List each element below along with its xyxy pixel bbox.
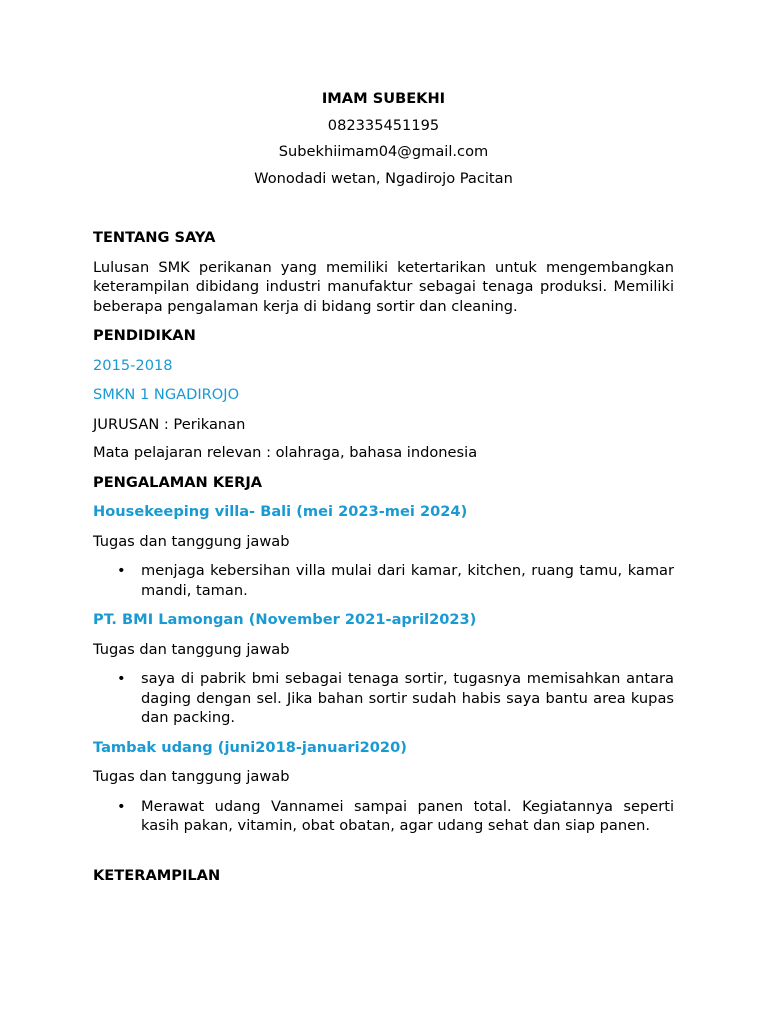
phone-number: 082335451195 — [327, 116, 440, 134]
job-duties-list — [93, 561, 674, 600]
email-address: Subekhiimam04@gmail.com — [278, 143, 489, 160]
job-duty-item — [93, 797, 674, 836]
job-duty-text: saya di pabrik bmi sebagai tenaga sortir, tugasnya memisahkan antara daging dengan sel. Jika bahan sortir sudah habis saya bantu area kupas dan packing. — [141, 670, 674, 726]
job-duties-list — [93, 669, 674, 728]
candidate-name: IMAM SUBEKHI — [321, 90, 446, 107]
education-subjects: Mata pelajaran relevan : olahraga, bahasa indonesia — [93, 444, 478, 461]
about-paragraph: Lulusan SMK perikanan yang memiliki ketertarikan untuk mengembangkan keterampilan dibidang industri manufaktur sebagai tenaga produksi. Memiliki beberapa pengalaman kerja di bidang sortir dan cleaning. — [93, 258, 674, 315]
job-duties-list — [93, 797, 674, 836]
job-duties-label: Tugas dan tanggung jawab — [93, 532, 290, 550]
job-heading: Tambak udang (juni2018-januari2020) — [93, 738, 407, 756]
education-school: SMKN 1 NGADIROJO — [93, 386, 240, 403]
job-duty-text: menjaga kebersihan villa mulai dari kamar, kitchen, ruang tamu, kamar mandi, taman. — [141, 562, 674, 599]
job-duty-item — [93, 669, 674, 728]
resume-header — [93, 86, 674, 192]
bullet-icon: • — [117, 670, 126, 687]
bullet-icon: • — [117, 562, 126, 579]
education-major: JURUSAN : Perikanan — [93, 415, 246, 433]
job-duty-text: Merawat udang Vannamei sampai panen total. Kegiatannya seperti kasih pakan, vitamin, obat obatan, agar udang sehat dan siap panen. — [141, 797, 674, 834]
experience-section-title: PENGALAMAN KERJA — [93, 473, 263, 491]
job-heading: Housekeeping villa- Bali (mei 2023-mei 2024) — [93, 503, 468, 520]
job-duties-label: Tugas dan tanggung jawab — [93, 640, 290, 658]
home-address: Wonodadi wetan, Ngadirojo Pacitan — [254, 169, 513, 187]
bullet-icon: • — [117, 797, 126, 815]
job-duties-label: Tugas dan tanggung jawab — [93, 768, 290, 785]
job-duty-item — [93, 561, 674, 600]
about-section-title: TENTANG SAYA — [93, 229, 216, 246]
resume-page — [93, 0, 674, 885]
skills-section-title: KETERAMPILAN — [93, 866, 221, 884]
job-heading: PT. BMI Lamongan (November 2021-april2023) — [93, 611, 477, 628]
education-years: 2015-2018 — [93, 356, 173, 374]
education-section-title: PENDIDIKAN — [93, 327, 196, 344]
